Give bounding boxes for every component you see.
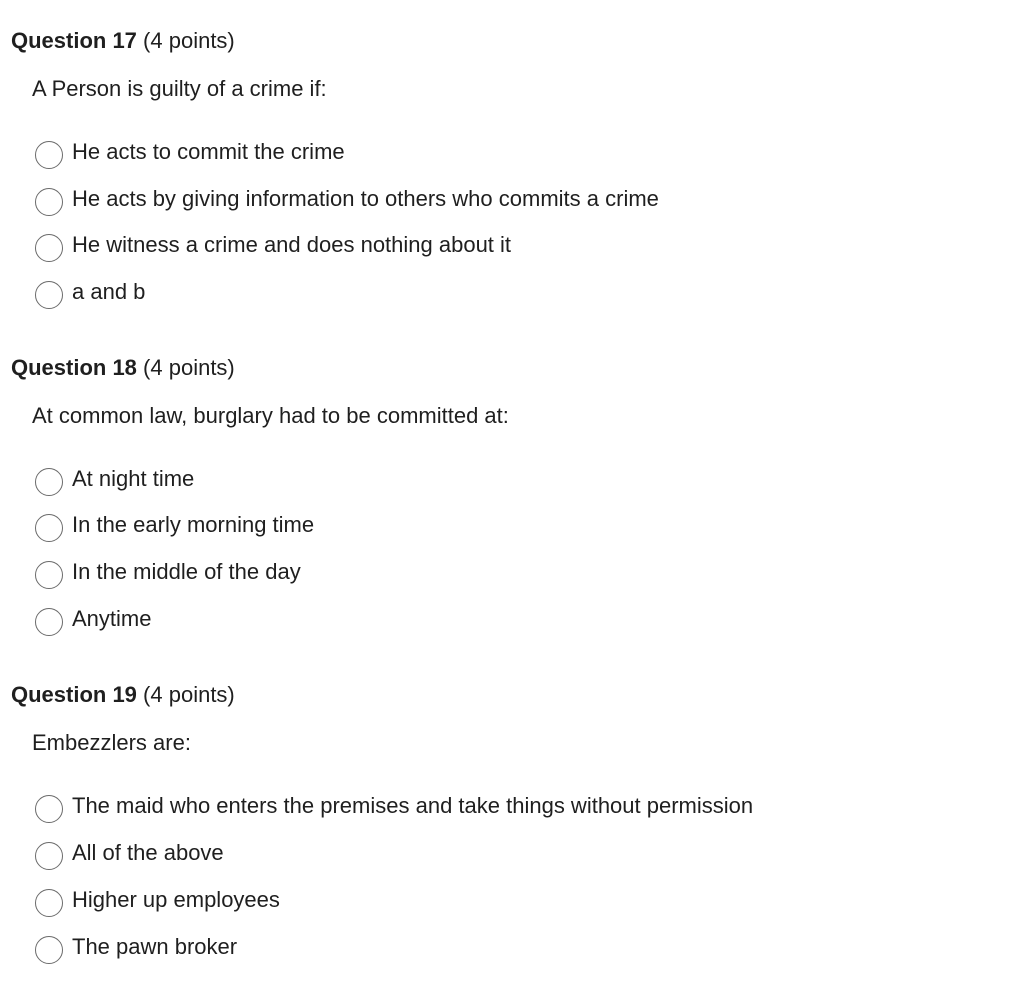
radio-button[interactable] xyxy=(35,234,63,262)
answer-label[interactable]: He acts by giving information to others who commits a crime xyxy=(72,186,659,211)
radio-button[interactable] xyxy=(35,141,63,169)
answer-option[interactable] xyxy=(35,136,345,168)
answer-option[interactable] xyxy=(35,790,753,822)
radio-button[interactable] xyxy=(35,281,63,309)
answer-label[interactable]: Higher up employees xyxy=(72,887,280,912)
question-prompt: Embezzlers are: xyxy=(32,730,191,755)
answer-option[interactable] xyxy=(35,603,151,635)
answer-option[interactable] xyxy=(35,837,224,869)
answer-label[interactable]: At night time xyxy=(72,466,195,491)
radio-button[interactable] xyxy=(35,561,63,589)
answer-label[interactable]: Anytime xyxy=(72,606,152,631)
question-title: Question 18 xyxy=(11,355,137,380)
radio-button[interactable] xyxy=(35,608,63,636)
radio-button[interactable] xyxy=(35,514,63,542)
answer-option[interactable] xyxy=(35,509,314,541)
radio-button[interactable] xyxy=(35,889,63,917)
question-header xyxy=(11,26,235,56)
question-prompt: At common law, burglary had to be committed at: xyxy=(32,403,509,428)
answer-label[interactable]: He acts to commit the crime xyxy=(72,139,345,164)
answer-option[interactable] xyxy=(35,931,237,963)
answer-label[interactable]: All of the above xyxy=(72,840,224,865)
question-points: (4 points) xyxy=(143,28,235,53)
answer-label[interactable]: a and b xyxy=(72,279,146,304)
answer-option[interactable] xyxy=(35,556,301,588)
question-header xyxy=(11,353,235,383)
answer-label[interactable]: He witness a crime and does nothing about it xyxy=(72,232,512,257)
question-points: (4 points) xyxy=(143,355,235,380)
answer-option[interactable] xyxy=(35,229,511,261)
radio-button[interactable] xyxy=(35,468,63,496)
radio-button[interactable] xyxy=(35,795,63,823)
radio-button[interactable] xyxy=(35,936,63,964)
answer-option[interactable] xyxy=(35,884,280,916)
question-prompt: A Person is guilty of a crime if: xyxy=(32,76,327,101)
question-points: (4 points) xyxy=(143,682,235,707)
answer-label[interactable]: In the early morning time xyxy=(72,512,315,537)
question-header xyxy=(11,680,235,710)
radio-button[interactable] xyxy=(35,188,63,216)
answer-label[interactable]: The pawn broker xyxy=(72,934,238,959)
answer-label[interactable]: In the middle of the day xyxy=(72,559,301,584)
question-title: Question 19 xyxy=(11,682,137,707)
answer-option[interactable] xyxy=(35,276,145,308)
answer-option[interactable] xyxy=(35,463,194,495)
answer-label[interactable]: The maid who enters the premises and take things without permission xyxy=(72,793,754,818)
answer-option[interactable] xyxy=(35,183,659,215)
question-title: Question 17 xyxy=(11,28,137,53)
radio-button[interactable] xyxy=(35,842,63,870)
